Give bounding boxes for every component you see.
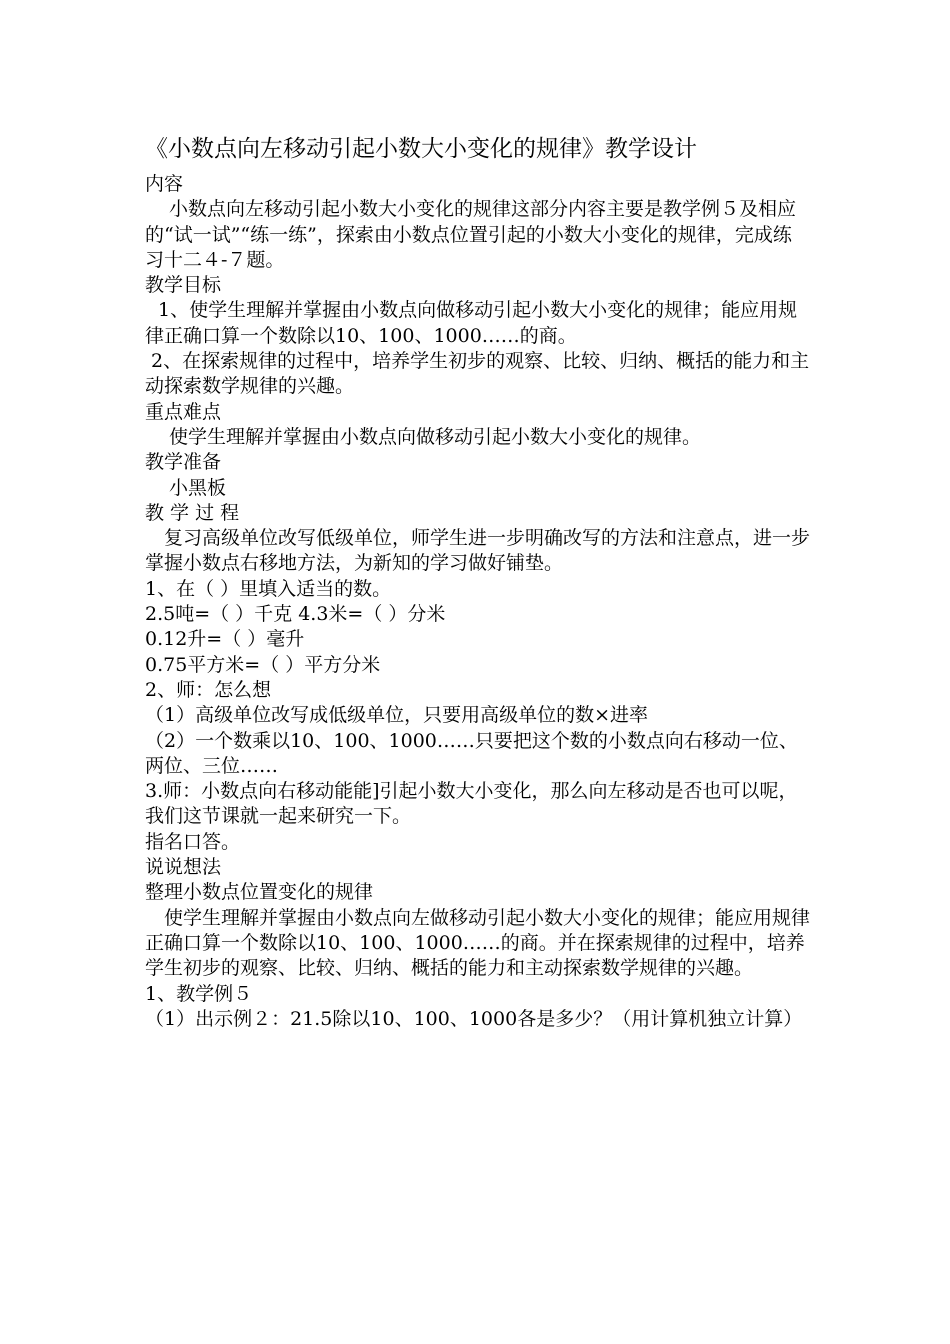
paragraph-organize: 整理小数点位置变化的规律 — [145, 881, 374, 904]
document-title: 《小数点向左移动引起小数大小变化的规律》教学设计 — [145, 136, 697, 162]
section-heading-key-points: 重点难点 — [145, 400, 222, 423]
question-3: 3.师：小数点向右移动能能]引起小数大小变化，那么向左移动是否也可以呢，我们这节课就一起来研究一下。 — [145, 780, 798, 828]
paragraph-goal-2: 2、在探索规律的过程中，培养学生初步的观察、比较、归纳、概括的能力和主动探索数学规律的兴趣。 — [145, 350, 810, 398]
example-heading: 1、教学例５ — [145, 982, 253, 1005]
section-heading-process: 教 学 过 程 — [145, 501, 240, 524]
question-1-line-1: 2.5吨=（ ）千克 4.3米=（ ）分米 — [145, 603, 446, 626]
paragraph-preparation: 小黑板 — [169, 476, 227, 499]
question-2-item-a: （1）高级单位改写成低级单位，只要用高级单位的数×进率 — [145, 704, 649, 727]
question-1-line-2: 0.12升=（ ）毫升 — [145, 628, 305, 651]
paragraph-review: 复习高级单位改写低级单位，师学生进一步明确改写的方法和注意点，进一步掌握小数点右移地方法，为新知的学习做好铺垫。 — [145, 527, 811, 575]
section-heading-goals: 教学目标 — [145, 274, 222, 297]
paragraph-organize-text: 使学生理解并掌握由小数点向左做移动引起小数大小变化的规律；能应用规律正确口算一个数除以10、100、1000……的商。并在探索规律的过程中，培养学生初步的观察、比较、归纳、概括的能力和主动探索数学规律的兴趣。 — [145, 906, 811, 980]
paragraph-key-points: 使学生理解并掌握由小数点向做移动引起小数大小变化的规律。 — [169, 425, 702, 448]
example-item-1: （1）出示例２：21.5除以10、100、1000各是多少？（用计算机独立计算） — [145, 1007, 803, 1030]
paragraph-content: 小数点向左移动引起小数大小变化的规律这部分内容主要是教学例５及相应的“试一试”“练一练”，探索由小数点位置引起的小数大小变化的规律，完成练习十二４-７题。 — [145, 198, 797, 271]
question-2: 2、师：怎么想 — [145, 678, 272, 701]
question-1: 1、在（ ）里填入适当的数。 — [145, 577, 392, 600]
paragraph-answer: 指名口答。 — [145, 830, 241, 853]
paragraph-talk: 说说想法 — [145, 856, 222, 879]
paragraph-goal-1: 1、使学生理解并掌握由小数点向做移动引起小数大小变化的规律；能应用规律正确口算一个数除以10、100、1000……的商。 — [145, 299, 798, 347]
section-heading-content: 内容 — [145, 173, 184, 195]
section-heading-preparation: 教学准备 — [145, 451, 222, 474]
question-1-line-3: 0.75平方米=（ ）平方分米 — [145, 653, 381, 676]
document-body — [145, 172, 810, 1032]
question-2-item-b: （2）一个数乘以10、100、1000……只要把这个数的小数点向右移动一位、两位、三位…… — [145, 729, 798, 777]
